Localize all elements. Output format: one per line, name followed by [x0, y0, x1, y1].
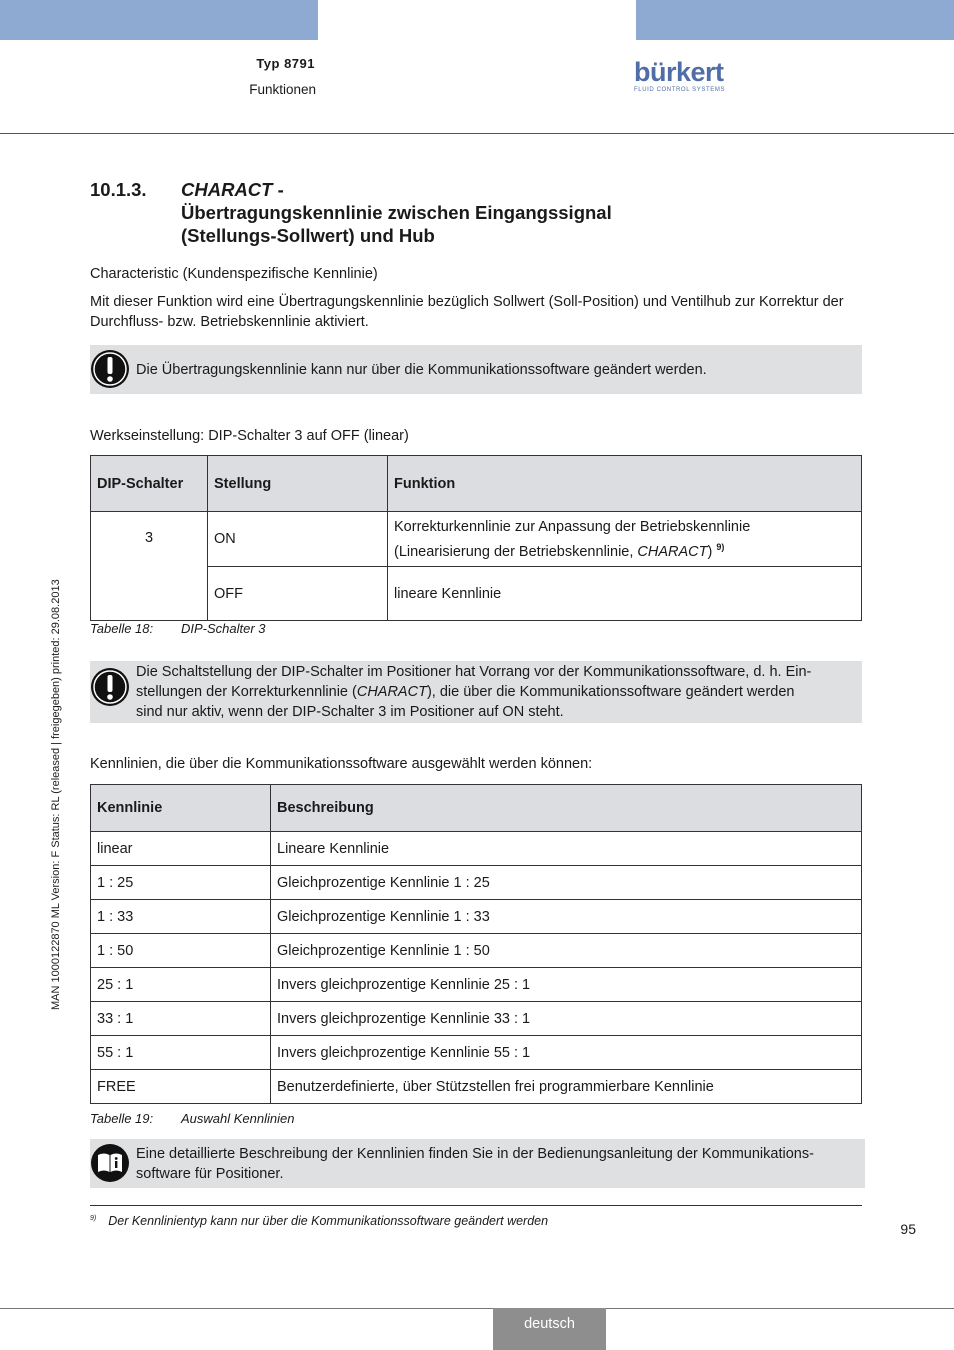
- curve-cell: 25 : 1: [91, 968, 271, 1002]
- function-on-line1: Korrekturkennlinie zur Anpassung der Betriebskennlinie: [394, 518, 751, 535]
- title-dash: -: [272, 179, 284, 200]
- table-row: [91, 1070, 862, 1104]
- table-row: [91, 968, 862, 1002]
- column-header-function: Funktion: [388, 456, 862, 512]
- note2-keyword: CHARACT: [356, 684, 427, 700]
- curves-table: [90, 784, 862, 1104]
- table-row: [91, 866, 862, 900]
- title-line-3: (Stellungs-Sollwert) und Hub: [181, 225, 435, 246]
- note2-line3: sind nur aktiv, wenn der DIP-Schalter 3 im Positioner auf ON steht.: [136, 704, 564, 720]
- footnote: [90, 1214, 548, 1228]
- function-on-keyword: CHARACT: [637, 543, 708, 560]
- title-keyword: CHARACT: [181, 179, 273, 200]
- header-type: Typ 8791: [256, 56, 315, 71]
- dip-switch-number: 3: [91, 512, 208, 621]
- caption-label: Tabelle 19:: [90, 1111, 154, 1126]
- curve-cell: linear: [91, 832, 271, 866]
- warning-note-1: [90, 345, 862, 394]
- description-cell: Lineare Kennlinie: [271, 832, 862, 866]
- function-off: lineare Kennlinie: [388, 567, 862, 621]
- position-off: OFF: [208, 567, 388, 621]
- document-meta-vertical: MAN 1000122870 ML Version: F Status: RL (released | freigegeben) printed: 29.08.2013: [50, 579, 62, 1010]
- description-cell: Gleichprozentige Kennlinie 1 : 33: [271, 900, 862, 934]
- footnote-text: Der Kennlinientyp kann nur über die Kommunikationssoftware geändert werden: [108, 1214, 549, 1228]
- burkert-logo: [634, 58, 734, 93]
- curve-cell: 33 : 1: [91, 1002, 271, 1036]
- exclamation-icon: [90, 349, 130, 389]
- note3-line1: Eine detaillierte Beschreibung der Kennlinien finden Sie in der Bedienungsanleitung der Kommunikations-: [136, 1146, 814, 1162]
- logo-tagline: FLUID CONTROL SYSTEMS: [634, 87, 726, 93]
- table-row: [91, 1002, 862, 1036]
- curve-cell: 1 : 25: [91, 866, 271, 900]
- position-on: ON: [208, 512, 388, 567]
- header-band-right: [636, 0, 954, 40]
- description-cell: Invers gleichprozentige Kennlinie 55 : 1: [271, 1036, 862, 1070]
- table-row: [91, 512, 862, 567]
- table-row: [91, 832, 862, 866]
- function-on-close: ): [707, 543, 713, 560]
- description-cell: Invers gleichprozentige Kennlinie 25 : 1: [271, 968, 862, 1002]
- curve-cell: 1 : 33: [91, 900, 271, 934]
- table-row: [91, 1036, 862, 1070]
- footer-divider: [0, 1308, 954, 1309]
- footnote-ref: 9): [716, 541, 725, 552]
- caption-text: DIP-Schalter 3: [181, 621, 266, 636]
- exclamation-icon: [90, 667, 130, 707]
- dip-switch-table: [90, 455, 862, 621]
- table-row: [91, 900, 862, 934]
- section-number: 10.1.3.: [90, 179, 147, 200]
- warning-note-2: [90, 661, 862, 723]
- footnote-mark: 9): [90, 1214, 97, 1222]
- note2-line2-end: ), die über die Kommunikationssoftware geändert werden: [426, 684, 795, 700]
- section-title: [181, 178, 821, 247]
- language-tab: deutsch: [493, 1308, 606, 1350]
- header-band-left: [0, 0, 318, 40]
- header-section: Funktionen: [249, 82, 316, 97]
- caption-label: Tabelle 18:: [90, 621, 154, 636]
- note3-line2: software für Positioner.: [136, 1166, 284, 1182]
- info-note: [90, 1139, 865, 1188]
- info-note-text: [136, 1144, 814, 1184]
- description-cell: Gleichprozentige Kennlinie 1 : 25: [271, 866, 862, 900]
- function-on: [388, 512, 862, 567]
- title-line-2: Übertragungskennlinie zwischen Eingangssignal: [181, 202, 612, 223]
- intro-description: Mit dieser Funktion wird eine Übertragungskennlinie bezüglich Sollwert (Soll-Position) und Ventilhub zur Korrektur der Durchfluss- bzw. Betriebskennlinie aktiviert.: [90, 294, 844, 330]
- caption-text: Auswahl Kennlinien: [181, 1111, 295, 1126]
- manual-info-icon: [90, 1143, 130, 1183]
- description-cell: Invers gleichprozentige Kennlinie 33 : 1: [271, 1002, 862, 1036]
- logo-name: bürkert: [634, 57, 724, 87]
- header-divider: [0, 133, 954, 134]
- warning-note-2-text: [136, 662, 811, 722]
- factory-setting: Werkseinstellung: DIP-Schalter 3 auf OFF (linear): [90, 428, 409, 444]
- column-header-curve: Kennlinie: [91, 785, 271, 832]
- table-row: [91, 934, 862, 968]
- curve-cell: 1 : 50: [91, 934, 271, 968]
- note2-line1: Die Schaltstellung der DIP-Schalter im Positioner hat Vorrang vor der Kommunikationssoftware, d. h. Ein-: [136, 664, 812, 680]
- footnote-divider: [90, 1205, 862, 1206]
- description-cell: Benutzerdefinierte, über Stützstellen frei programmierbare Kennlinie: [271, 1070, 862, 1104]
- column-header-description: Beschreibung: [271, 785, 862, 832]
- column-header-position: Stellung: [208, 456, 388, 512]
- curve-cell: 55 : 1: [91, 1036, 271, 1070]
- intro-characteristic: Characteristic (Kundenspezifische Kennlinie): [90, 266, 378, 282]
- function-on-line2: (Linearisierung der Betriebskennlinie,: [394, 543, 638, 560]
- warning-note-1-text: Die Übertragungskennlinie kann nur über die Kommunikationssoftware geändert werden.: [136, 362, 707, 378]
- page-number: 95: [900, 1221, 916, 1237]
- curve-cell: FREE: [91, 1070, 271, 1104]
- column-header-dip: DIP-Schalter: [91, 456, 208, 512]
- description-cell: Gleichprozentige Kennlinie 1 : 50: [271, 934, 862, 968]
- curves-intro: Kennlinien, die über die Kommunikationssoftware ausgewählt werden können:: [90, 756, 593, 772]
- note2-line2: stellungen der Korrekturkennlinie (: [136, 684, 357, 700]
